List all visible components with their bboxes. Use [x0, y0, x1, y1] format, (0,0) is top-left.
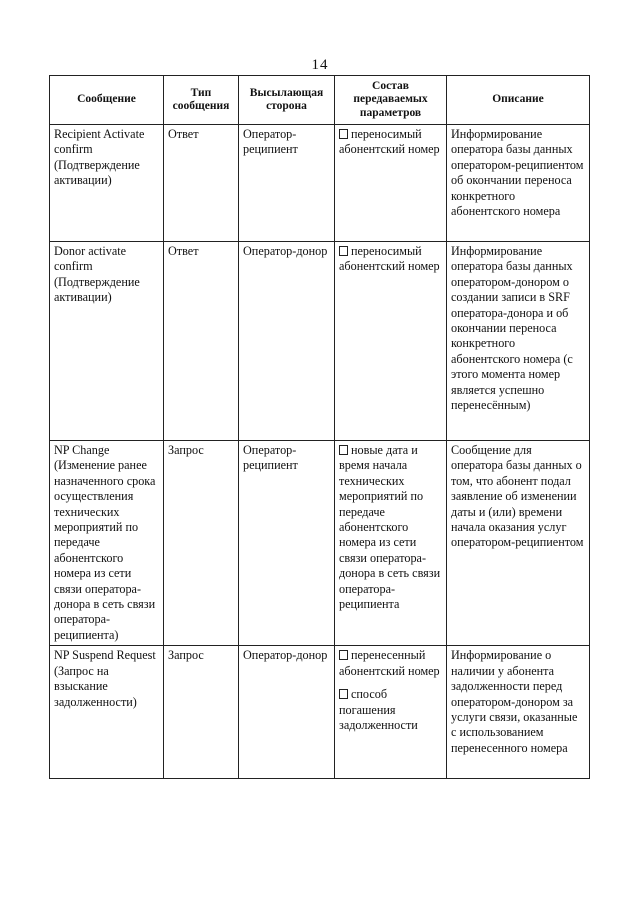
param-text: способ погашения задолженности — [339, 687, 418, 732]
table-row — [50, 441, 590, 646]
message-table — [49, 75, 590, 779]
cell-params — [335, 242, 447, 441]
cell-description: Информирование оператора базы данных оператором-реципиентом об окончании переноса конкретного абонентского номера — [447, 125, 590, 242]
cell-sender: Оператор-реципиент — [239, 441, 335, 646]
param-text: перенесенный абонентский номер — [339, 648, 440, 678]
param-text: новые дата и время начала технических мероприятий по передаче абонентского номера из сети связи оператора-донора в сеть связи оператора-реципиента — [339, 443, 441, 612]
param-text: переносимый абонентский номер — [339, 127, 440, 157]
param-text: переносимый абонентский номер — [339, 244, 440, 274]
cell-type: Запрос — [164, 646, 239, 779]
param-item — [339, 687, 442, 733]
cell-sender: Оператор-реципиент — [239, 125, 335, 242]
table-row — [50, 242, 590, 441]
cell-description: Сообщение для оператора базы данных о том, что абонент подал заявление об изменении даты и (или) времени начала оказания услуг оператором-реципиентом — [447, 441, 590, 646]
table-row — [50, 646, 590, 779]
cell-message: Recipient Activate confirm (Подтверждение активации) — [50, 125, 164, 242]
header-params: Состав передаваемых параметров — [335, 76, 447, 125]
cell-message: NP Suspend Request (Запрос на взыскание задолженности) — [50, 646, 164, 779]
cell-type: Ответ — [164, 242, 239, 441]
cell-params — [335, 441, 447, 646]
param-item — [339, 127, 442, 158]
table-header-row — [50, 76, 590, 125]
cell-description: Информирование оператора базы данных оператором-донором о создании записи в SRF оператора-донора и об окончании переноса конкретного абонентского номера (с этого момента номер является успешно перенесённым) — [447, 242, 590, 441]
cell-type: Запрос — [164, 441, 239, 646]
checkbox-icon — [339, 129, 348, 139]
cell-sender: Оператор-донор — [239, 646, 335, 779]
cell-message: Donor activate confirm (Подтверждение активации) — [50, 242, 164, 441]
param-item — [339, 443, 442, 612]
header-type: Тип сообщения — [164, 76, 239, 125]
page-number: 14 — [311, 57, 329, 73]
checkbox-icon — [339, 689, 348, 699]
cell-sender: Оператор-донор — [239, 242, 335, 441]
cell-params — [335, 125, 447, 242]
cell-params — [335, 646, 447, 779]
cell-type: Ответ — [164, 125, 239, 242]
header-message: Сообщение — [50, 76, 164, 125]
param-item — [339, 648, 442, 679]
cell-description: Информирование о наличии у абонента задолженности перед оператором-донором за услуги связи, оказанные с использованием перенесенного номера — [447, 646, 590, 779]
param-item — [339, 244, 442, 275]
checkbox-icon — [339, 650, 348, 660]
header-sender: Высылающая сторона — [239, 76, 335, 125]
header-description: Описание — [447, 76, 590, 125]
checkbox-icon — [339, 445, 348, 455]
checkbox-icon — [339, 246, 348, 256]
table-row — [50, 125, 590, 242]
cell-message: NP Change (Изменение ранее назначенного срока осуществления технических мероприятий по передаче абонентского номера из сети связи оператора-донора в сеть связи оператора-реципиента) — [50, 441, 164, 646]
